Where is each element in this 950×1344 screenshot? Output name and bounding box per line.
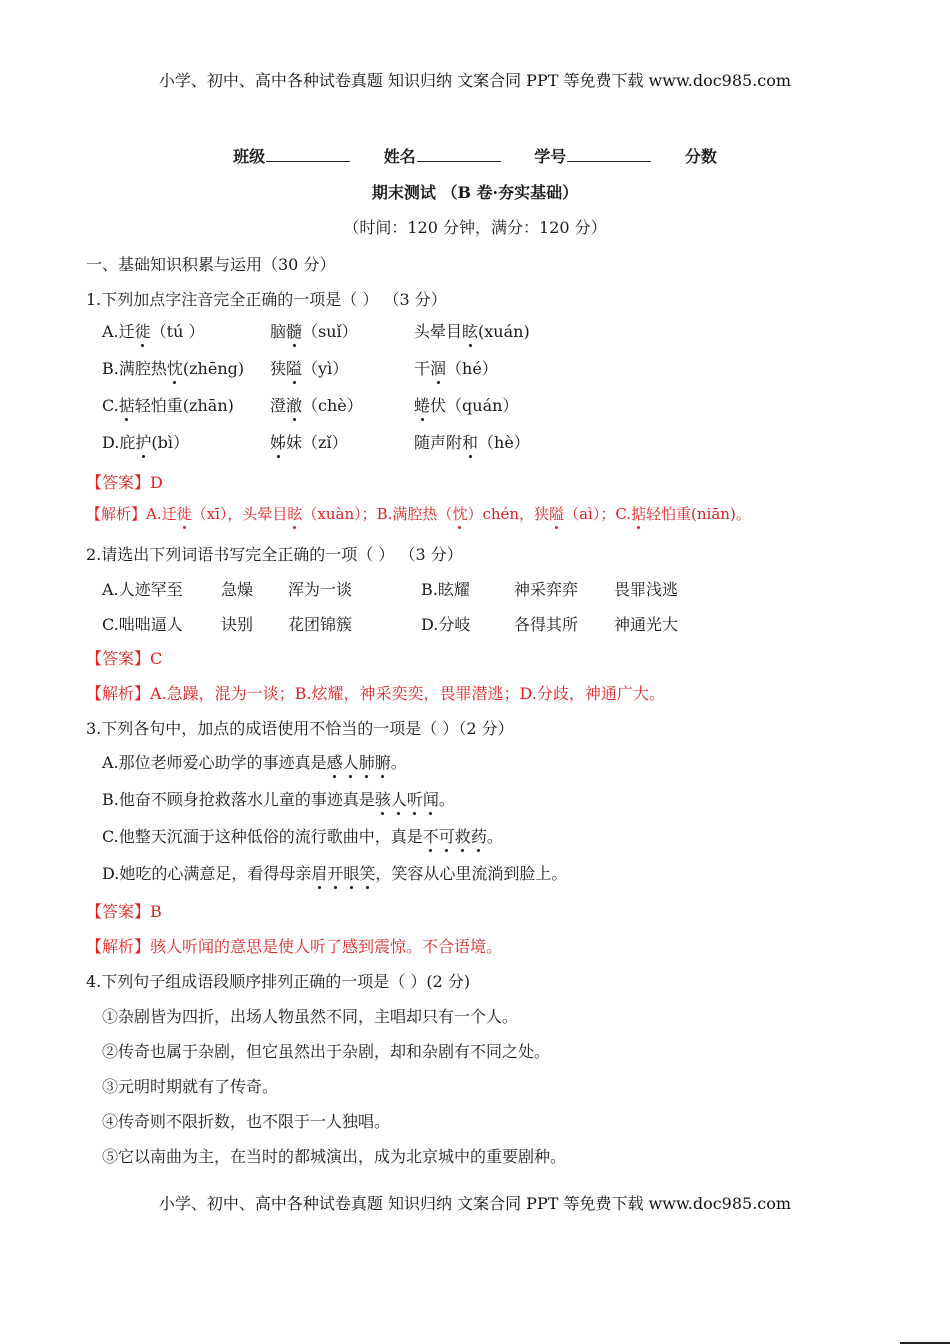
q1-answer xyxy=(86,470,163,493)
q1-stem: 1.下列加点字注音完全正确的一项是（ ） （3 分） xyxy=(86,290,447,309)
id-field[interactable] xyxy=(534,147,651,166)
q1c-w3-dot: 蜷 xyxy=(414,393,430,416)
q3-stem: 3.下列各句中，加点的成语使用不恰当的一项是（ ）（2 分） xyxy=(86,719,514,738)
q2-option-d-word2: 各得其所 xyxy=(514,615,579,634)
q1d-w3: 随声附 xyxy=(414,433,463,452)
q1d-w1: 庇 xyxy=(119,433,136,452)
q3-option-b[interactable] xyxy=(102,787,455,810)
q3d-dot-2: 开 xyxy=(327,861,343,884)
q1d-w2: 妹 xyxy=(286,433,303,452)
score-field xyxy=(685,147,717,166)
q1a-w2-pinyin: （suǐ） xyxy=(302,322,358,341)
q1b-label: B. xyxy=(102,359,119,378)
q3c-dot-1: 不 xyxy=(423,824,439,847)
q2-option-b[interactable]: B.眩耀 xyxy=(421,580,470,599)
q2-option-a-word3: 浑为一谈 xyxy=(288,580,353,599)
name-blank[interactable] xyxy=(417,147,501,162)
q1b-w2-dot: 隘 xyxy=(286,356,302,379)
q1a-w2: 脑 xyxy=(270,322,287,341)
q2-option-a[interactable]: A.人迹罕至 xyxy=(102,580,183,599)
q1d-w3-pinyin: （hè） xyxy=(478,433,530,452)
q1c-w3: 伏 xyxy=(430,396,447,415)
q1c-w3-pinyin: （quán） xyxy=(446,396,519,415)
q1a-w1: 迁 xyxy=(118,322,135,341)
q3c-post: 。 xyxy=(486,827,503,846)
class-label: 班级 xyxy=(233,147,266,166)
q4-stem: 4.下列句子组成语段顺序排列正确的一项是（ ）(2 分) xyxy=(86,972,471,991)
q1-expl-p6: 轻怕重(niān)。 xyxy=(646,505,751,523)
q1b-w1-pinyin: (zhēng) xyxy=(182,359,245,378)
q3a-text: A.那位老师爱心助学的事迹真是 xyxy=(102,753,327,772)
q1b-w2-pinyin: （yì） xyxy=(302,359,349,378)
q2-option-a-word2: 急燥 xyxy=(221,580,254,599)
q1-explanation xyxy=(86,503,751,524)
id-blank[interactable] xyxy=(567,147,651,162)
q1-expl-tag: 【解析】 xyxy=(86,505,147,523)
q1d-w2-dot: 姊 xyxy=(270,430,286,453)
q1b-w2: 狭 xyxy=(270,359,287,378)
q3-expl-tag: 【解析】 xyxy=(86,937,151,956)
name-label: 姓名 xyxy=(383,147,416,166)
q1-expl-d3: 忱 xyxy=(452,505,468,523)
q3-expl-text: 骇人听闻的意思是使人听了感到震惊。不合语境。 xyxy=(150,937,503,956)
q2-explanation xyxy=(86,681,665,704)
q4-item-2: ②传奇也属于杂剧，但它虽然出于杂剧，却和杂剧有不同之处。 xyxy=(102,1042,551,1061)
q1-expl-p2: （xī），头晕目 xyxy=(191,505,288,523)
q4-item-1: ①杂剧皆为四折，出场人物虽然不同，主唱却只有一个人。 xyxy=(102,1007,519,1026)
q3-option-a[interactable] xyxy=(102,750,407,773)
q1-expl-p3: （xuàn）；B.满腔热（ xyxy=(302,505,453,523)
page-header: 小学、初中、高中各种试卷真题 知识归纳 文案合同 PPT 等免费下载 www.doc985.com xyxy=(158,71,792,90)
q3d-text: D.她吃的心满意足，看得母亲 xyxy=(102,864,312,883)
q1b-w3-pinyin: （hé） xyxy=(446,359,498,378)
q2-option-b-word3: 畏罪浅逃 xyxy=(614,580,679,599)
q1a-w1-dot: 徙 xyxy=(135,319,151,342)
q1d-label: D. xyxy=(102,433,120,452)
q1-option-a-word3 xyxy=(414,319,530,342)
q1-option-b-word3 xyxy=(414,356,498,379)
q3b-dot-3: 听 xyxy=(407,787,423,810)
q2-answer xyxy=(86,646,162,669)
q1-option-c[interactable] xyxy=(102,393,234,416)
q1-option-a[interactable] xyxy=(102,319,205,342)
q1-expl-p5: （aì）；C. xyxy=(564,505,632,523)
q3-answer-value: B xyxy=(150,902,162,921)
q1a-w2-dot: 髓 xyxy=(286,319,302,342)
score-label: 分数 xyxy=(684,147,717,166)
q1b-w1: 满腔热 xyxy=(118,359,167,378)
q1-option-b-word2 xyxy=(270,356,348,379)
q3-option-c[interactable] xyxy=(102,824,503,847)
section-heading: 一、基础知识积累与运用（30 分） xyxy=(86,255,336,274)
q1-option-c-word2 xyxy=(270,393,363,416)
q2-stem: 2.请选出下列词语书写完全正确的一项（ ） （3 分） xyxy=(86,545,463,564)
q1d-w2-pinyin: （zǐ） xyxy=(302,433,348,452)
q1-expl-d1: 徙 xyxy=(176,505,192,523)
q1-option-a-word2 xyxy=(270,319,358,342)
q1-answer-value: D xyxy=(150,473,163,492)
q1a-w3-pinyin: (xuán) xyxy=(478,322,530,341)
q3d-dot-4: 笑 xyxy=(359,861,375,884)
id-label: 学号 xyxy=(534,147,567,166)
q1-expl-d4: 隘 xyxy=(549,505,565,523)
q1c-label: C. xyxy=(102,396,119,415)
q3b-dot-2: 人 xyxy=(391,787,407,810)
q3a-dot-4: 腑 xyxy=(375,750,391,773)
q4-item-5: ⑤它以南曲为主，在当时的都城演出，成为北京城中的重要剧种。 xyxy=(102,1147,567,1166)
q3c-text: C.他整天沉湎于这种低俗的流行歌曲中，真是 xyxy=(102,827,423,846)
q1b-w1-dot: 忱 xyxy=(167,356,183,379)
q1d-w1-dot: 护 xyxy=(135,430,151,453)
q1a-label: A. xyxy=(102,322,119,341)
q1a-w3-dot: 眩 xyxy=(462,319,478,342)
q1a-w3: 头晕目 xyxy=(414,322,463,341)
name-field[interactable] xyxy=(384,147,501,166)
q1-expl-p4: ）chén，狭 xyxy=(467,505,550,523)
q2-option-d[interactable]: D.分岐 xyxy=(421,615,471,634)
q3d-post: ，笑容从心里流淌到脸上。 xyxy=(375,864,568,883)
q3d-dot-1: 眉 xyxy=(311,861,327,884)
q1-option-c-word3 xyxy=(414,393,518,416)
class-blank[interactable] xyxy=(266,147,350,162)
q3b-dot-4: 闻 xyxy=(423,787,439,810)
q1-option-d-word3 xyxy=(414,430,530,453)
q2-expl-text: A.急躁，混为一谈；B.炫耀，神采奕奕，畏罪潜逃；D.分歧，神通广大。 xyxy=(150,684,665,703)
q3a-dot-3: 肺 xyxy=(359,750,375,773)
q1-option-b[interactable] xyxy=(102,356,244,379)
q3-option-d[interactable] xyxy=(102,861,567,884)
q3b-post: 。 xyxy=(438,790,455,809)
exam-subtitle: （时间：120 分钟，满分：120 分） xyxy=(343,218,607,237)
q2-expl-tag: 【解析】 xyxy=(86,684,151,703)
q3a-dot-2: 人 xyxy=(343,750,359,773)
q4-item-4: ④传奇则不限折数，也不限于一人独唱。 xyxy=(102,1112,391,1131)
q3c-dot-2: 可 xyxy=(439,824,455,847)
q1-expl-d5: 掂 xyxy=(631,505,647,523)
q1c-w2-pinyin: （chè） xyxy=(302,396,363,415)
q2-option-d-word3: 神通光大 xyxy=(614,615,679,634)
q3c-dot-3: 救 xyxy=(455,824,471,847)
page-footer: 小学、初中、高中各种试卷真题 知识归纳 文案合同 PPT 等免费下载 www.doc985.com xyxy=(158,1194,792,1213)
q3-explanation xyxy=(86,934,502,957)
q1-option-d-word2 xyxy=(270,430,348,453)
student-info-fields xyxy=(0,144,950,167)
q2-option-b-word2: 神采弈弈 xyxy=(514,580,579,599)
q1b-w3: 干 xyxy=(414,359,431,378)
q3-answer-tag: 【答案】 xyxy=(86,902,151,921)
q1d-w1-pinyin: (bì） xyxy=(151,433,189,452)
q2-option-c-word2: 诀别 xyxy=(221,615,254,634)
q3b-text: B.他奋不顾身抢救落水儿童的事迹真是 xyxy=(102,790,375,809)
q1c-w2-dot: 澈 xyxy=(286,393,302,416)
q1-answer-tag: 【答案】 xyxy=(86,473,151,492)
q2-answer-value: C xyxy=(150,649,163,668)
q3a-post: 。 xyxy=(390,753,407,772)
q1c-w1: 轻怕重 xyxy=(134,396,183,415)
q1a-w1-pinyin: （tú ） xyxy=(150,322,205,341)
q4-item-3: ③元明时期就有了传奇。 xyxy=(102,1077,279,1096)
q2-option-c-word3: 花团锦簇 xyxy=(288,615,353,634)
q3c-dot-4: 药 xyxy=(471,824,487,847)
q1c-w1-dot: 掂 xyxy=(119,393,135,416)
q3a-dot-1: 感 xyxy=(327,750,343,773)
q3b-dot-1: 骇 xyxy=(375,787,391,810)
q1b-w3-dot: 涸 xyxy=(430,356,446,379)
q1c-w2: 澄 xyxy=(270,396,287,415)
q1-expl-d2: 眩 xyxy=(287,505,303,523)
exam-title: 期末测试 （B 卷·夯实基础） xyxy=(371,183,579,202)
q1-expl-p1: A.迁 xyxy=(146,505,177,523)
q1-option-d[interactable] xyxy=(102,430,189,453)
q1c-w1-pinyin: (zhān) xyxy=(182,396,234,415)
q1d-w3-dot: 和 xyxy=(462,430,478,453)
q2-option-c[interactable]: C.咄咄逼人 xyxy=(102,615,183,634)
q3-answer xyxy=(86,899,162,922)
q3d-dot-3: 眼 xyxy=(343,861,359,884)
q2-answer-tag: 【答案】 xyxy=(86,649,151,668)
class-field[interactable] xyxy=(233,147,350,166)
